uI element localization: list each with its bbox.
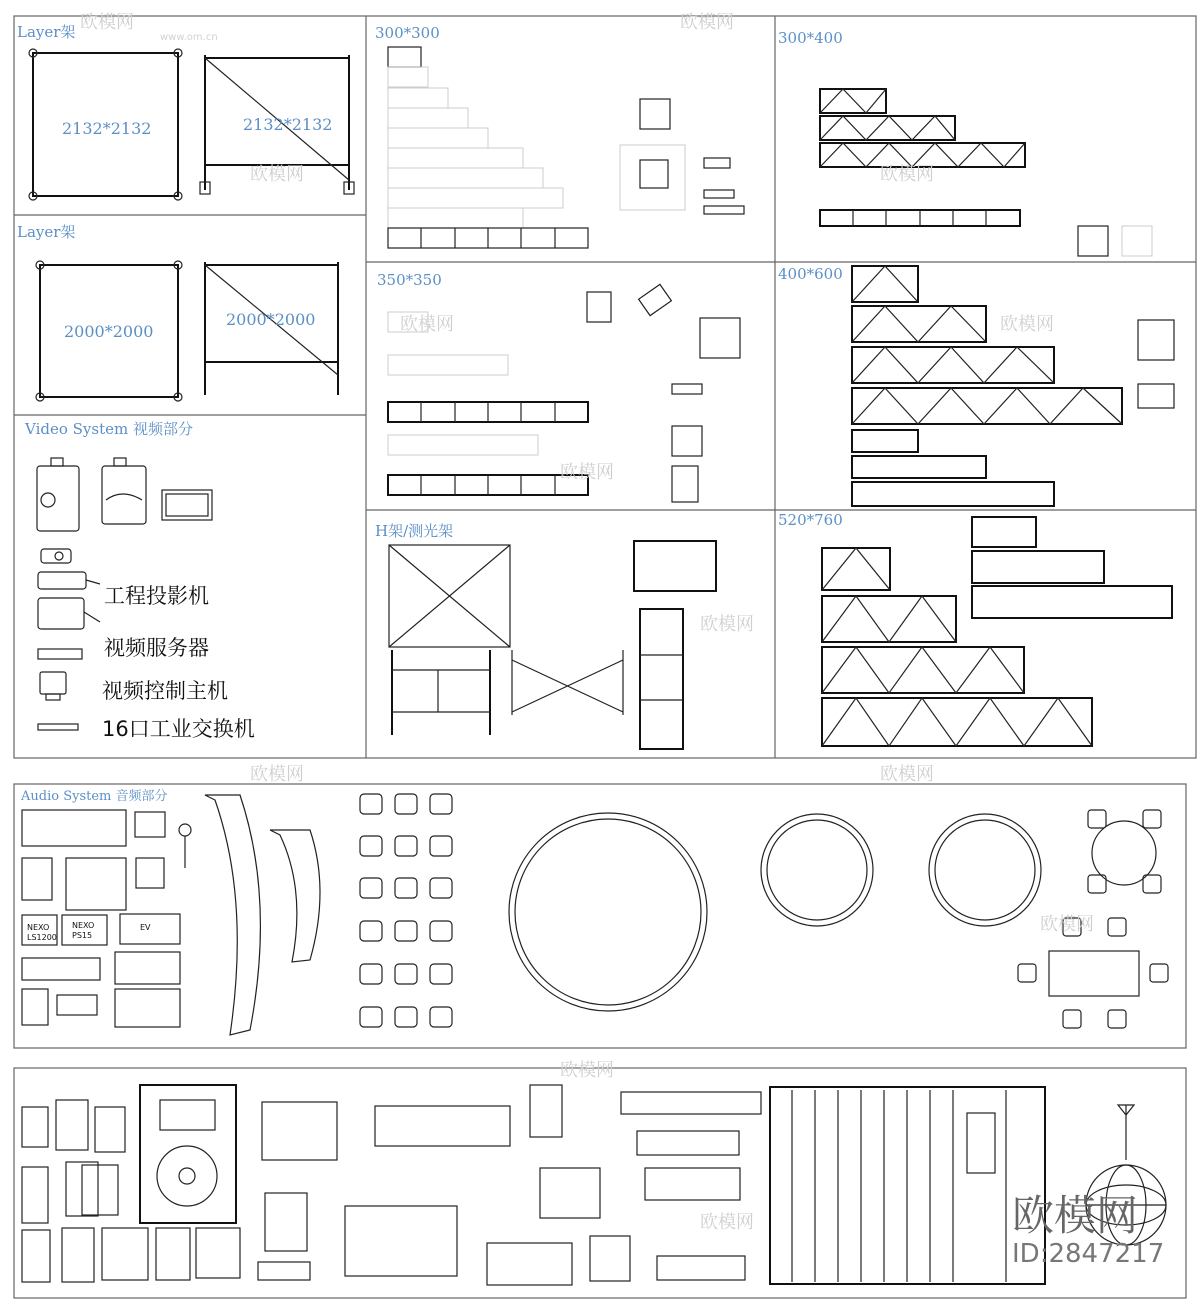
watermark-text: 欧模网 <box>1000 314 1054 335</box>
watermark-text: 欧模网 <box>680 12 734 33</box>
switch-icon <box>38 724 78 730</box>
brand-logo-text: 欧模网 <box>1012 1191 1139 1240</box>
layer-1-dim-square: 2132*2132 <box>62 119 152 138</box>
speaker-label-ev: EV <box>140 923 151 932</box>
truss-300x300-long-segment <box>388 228 588 248</box>
projector-small-icon <box>41 549 71 563</box>
truss-350x350-title: 350*350 <box>377 271 442 289</box>
truss-350x350-stack <box>388 312 588 495</box>
layer-1-dim-side: 2132*2132 <box>243 115 333 134</box>
speaker-label-ls1200: LS1200 <box>27 933 57 942</box>
medium-round-table-1 <box>761 814 873 926</box>
truss-300x400-section <box>778 29 1152 256</box>
speaker-label-nexo-2: NEXO <box>72 921 95 930</box>
speaker-label-nexo: NEXO <box>27 923 50 932</box>
video-title: Video System 视频部分 <box>25 420 193 438</box>
watermark-text: 欧模网 <box>700 1212 754 1233</box>
truss-300x400-title: 300*400 <box>778 29 843 47</box>
watermark-url: www.om.cn <box>160 32 218 43</box>
brand-id: ID:2847217 <box>1012 1239 1165 1269</box>
truss-520x760-stack <box>822 517 1172 746</box>
truss-400x600-title: 400*600 <box>778 265 843 283</box>
video-item-control-host: 视频控制主机 <box>102 679 228 703</box>
control-host-rack-icon <box>38 649 82 659</box>
layer-2-dim-side: 2000*2000 <box>226 310 316 329</box>
watermark-text: 欧模网 <box>880 764 934 785</box>
chair-grid <box>360 794 452 1027</box>
watermark-text: 欧模网 <box>700 614 754 635</box>
speaker-cabinets <box>22 1100 240 1282</box>
video-section <box>24 420 255 741</box>
media-player-box-icon <box>162 490 212 520</box>
watermark-text: 欧模网 <box>560 462 614 483</box>
watermark-text: 欧模网 <box>560 1060 614 1081</box>
audio-rack-gear <box>22 810 180 1027</box>
video-server-case-2-icon <box>102 458 146 524</box>
video-server-case-icon <box>37 458 79 531</box>
audio-title: Audio System 音频部分 <box>21 789 168 804</box>
large-speaker <box>140 1085 236 1223</box>
layer-1-title: Layer架 <box>17 23 76 41</box>
truss-350x350-section <box>377 271 740 502</box>
speaker-label-ps15: PS15 <box>72 931 93 940</box>
watermark-text: 欧模网 <box>1040 914 1094 935</box>
truss-520x760-section <box>778 511 1172 746</box>
video-item-server: 视频服务器 <box>104 636 209 660</box>
projector-icon <box>38 572 100 589</box>
audio-section <box>20 788 1168 1035</box>
mixing-console <box>770 1087 1045 1284</box>
rack-units <box>530 1085 761 1281</box>
video-item-switch: 16口工业交换机 <box>102 717 255 741</box>
equipment-section <box>22 1085 1166 1285</box>
truss-300x300-faint-stack <box>388 47 563 228</box>
h-frame-section <box>375 522 716 749</box>
watermark-text: 欧模网 <box>400 314 454 335</box>
small-round-table <box>1088 810 1161 893</box>
h-frame-title: H架/测光架 <box>375 522 454 540</box>
large-round-table <box>509 813 707 1011</box>
layer-2-dim-square: 2000*2000 <box>64 322 154 341</box>
truss-400x600-stack <box>852 266 1122 506</box>
line-array-speaker <box>179 795 320 1035</box>
layer-2-title: Layer架 <box>17 223 76 241</box>
truss-520x760-title: 520*760 <box>778 511 843 529</box>
moving-head-lights <box>258 1102 572 1285</box>
truss-300x300-title: 300*300 <box>375 24 440 42</box>
truss-300x400-stack <box>820 89 1025 226</box>
truss-300x300-section <box>375 24 744 248</box>
layer-section-2 <box>17 223 338 401</box>
medium-round-table-2 <box>929 814 1041 926</box>
watermark-text: 欧模网 <box>250 164 304 185</box>
control-monitor-icon <box>40 672 66 700</box>
video-item-projector: 工程投影机 <box>104 584 209 608</box>
watermark-text: 欧模网 <box>80 12 134 33</box>
video-server-icon <box>38 598 100 629</box>
watermark-text: 欧模网 <box>250 764 304 785</box>
watermark-text: 欧模网 <box>880 164 934 185</box>
truss-400x600-section <box>778 265 1174 506</box>
